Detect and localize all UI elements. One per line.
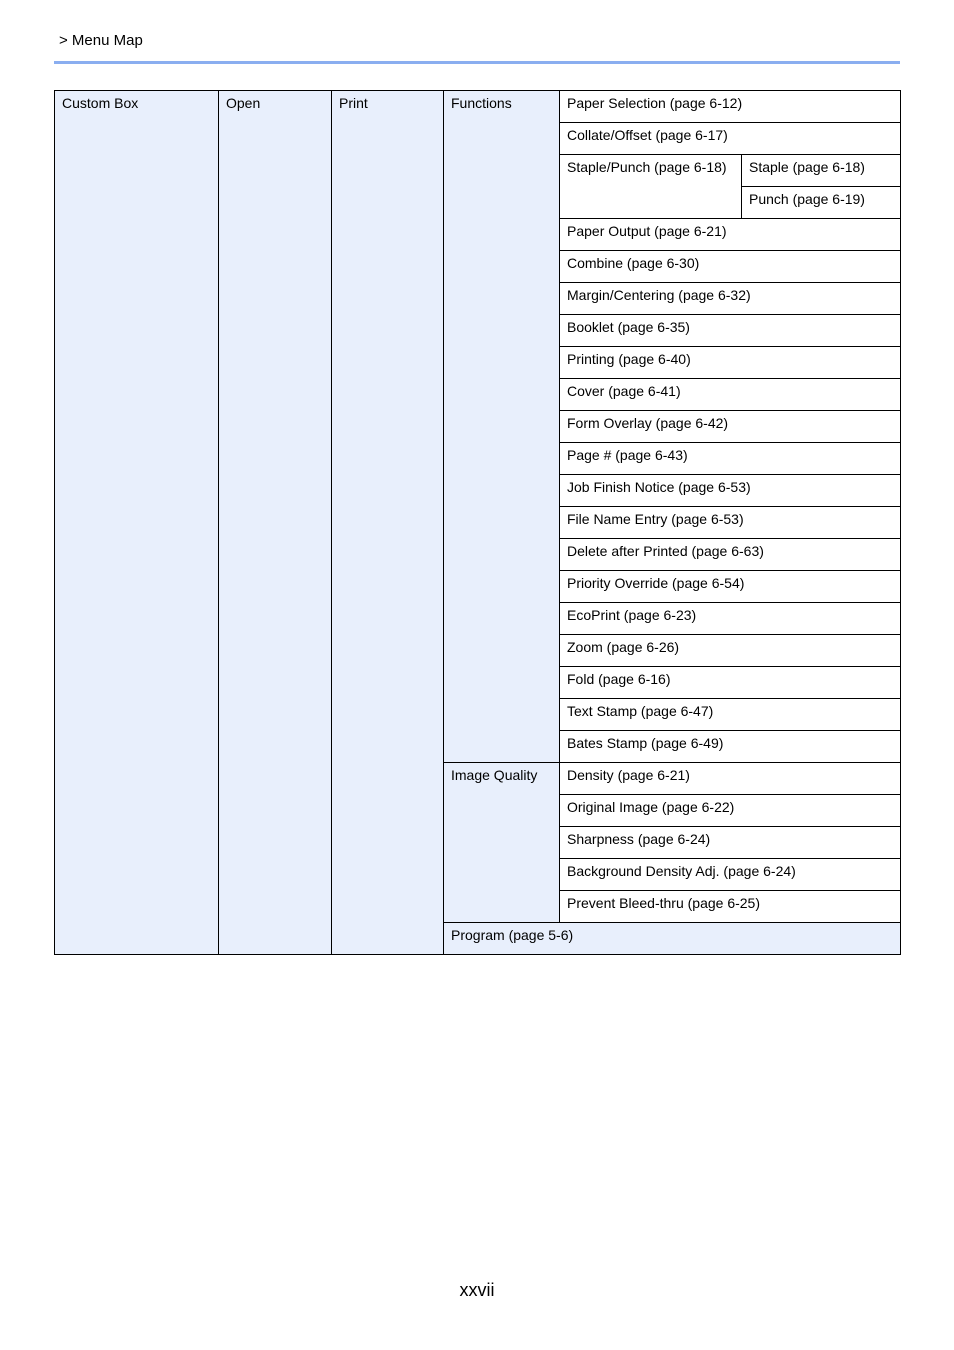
menu-map-table <box>54 90 901 955</box>
function-item-staple-punch: Staple/Punch (page 6-18) <box>560 155 742 219</box>
function-item: Paper Selection (page 6-12) <box>560 91 901 123</box>
function-item: Paper Output (page 6-21) <box>560 219 901 251</box>
function-item: Printing (page 6-40) <box>560 347 901 379</box>
function-item: Priority Override (page 6-54) <box>560 571 901 603</box>
header-rule <box>54 61 900 64</box>
menu-print: Print <box>332 91 444 955</box>
image-quality-item: Sharpness (page 6-24) <box>560 827 901 859</box>
function-item: Cover (page 6-41) <box>560 379 901 411</box>
function-item: Collate/Offset (page 6-17) <box>560 123 901 155</box>
page-number: xxvii <box>459 1280 495 1300</box>
image-quality-item: Background Density Adj. (page 6-24) <box>560 859 901 891</box>
menu-program: Program (page 5-6) <box>444 923 901 955</box>
breadcrumb: > Menu Map <box>59 32 143 49</box>
function-item: Zoom (page 6-26) <box>560 635 901 667</box>
function-item: Job Finish Notice (page 6-53) <box>560 475 901 507</box>
function-item: Fold (page 6-16) <box>560 667 901 699</box>
function-item: Delete after Printed (page 6-63) <box>560 539 901 571</box>
menu-functions: Functions <box>444 91 560 763</box>
image-quality-item: Prevent Bleed-thru (page 6-25) <box>560 891 901 923</box>
menu-custom-box: Custom Box <box>55 91 219 955</box>
menu-open: Open <box>219 91 332 955</box>
function-item: Page # (page 6-43) <box>560 443 901 475</box>
function-item: Margin/Centering (page 6-32) <box>560 283 901 315</box>
image-quality-item: Density (page 6-21) <box>560 763 901 795</box>
function-item: Bates Stamp (page 6-49) <box>560 731 901 763</box>
function-item: File Name Entry (page 6-53) <box>560 507 901 539</box>
punch-item: Punch (page 6-19) <box>742 187 901 219</box>
function-item: Booklet (page 6-35) <box>560 315 901 347</box>
function-item: Text Stamp (page 6-47) <box>560 699 901 731</box>
function-item: EcoPrint (page 6-23) <box>560 603 901 635</box>
function-item: Combine (page 6-30) <box>560 251 901 283</box>
image-quality-item: Original Image (page 6-22) <box>560 795 901 827</box>
menu-image-quality: Image Quality <box>444 763 560 923</box>
staple-item: Staple (page 6-18) <box>742 155 901 187</box>
function-item: Form Overlay (page 6-42) <box>560 411 901 443</box>
